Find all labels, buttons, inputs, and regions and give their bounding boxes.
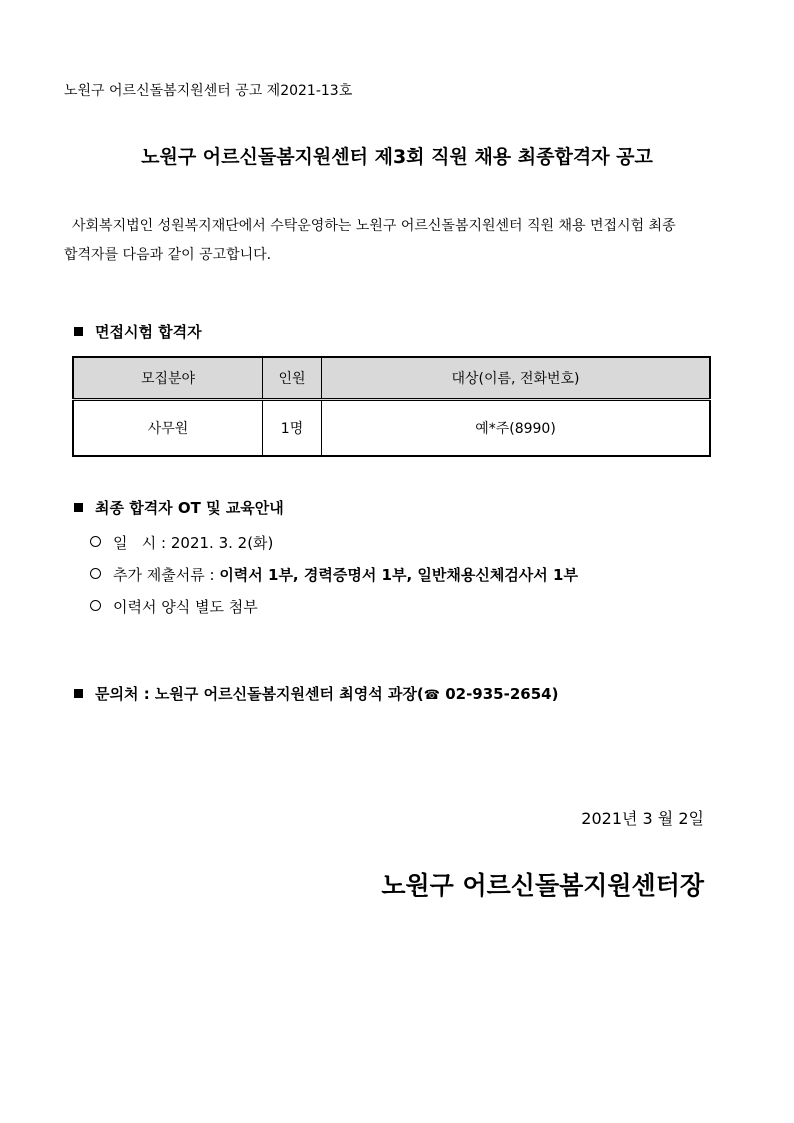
circle-bullet-icon — [90, 568, 101, 579]
intro-paragraph — [64, 212, 714, 270]
item-value: 이력서 1부, 경력증명서 1부, 일반채용신체검사서 1부 — [219, 566, 578, 584]
square-bullet-icon — [74, 689, 83, 698]
table-row — [73, 400, 710, 457]
circle-bullet-icon — [90, 536, 101, 547]
square-bullet-icon — [74, 503, 83, 512]
list-item — [90, 559, 578, 591]
section-heading-interview — [74, 321, 202, 342]
announcement-date: 2021년 3 월 2일 — [581, 809, 704, 828]
document-number: 노원구 어르신돌봄지원센터 공고 제2021-13호 — [64, 83, 353, 99]
section-heading-label: 최종 합격자 OT 및 교육안내 — [95, 499, 284, 517]
contact-phone: 02-935-2654) — [439, 685, 559, 703]
table-cell-candidate: 예*주(8990) — [322, 400, 711, 457]
section-heading-label: 면접시험 합격자 — [95, 323, 202, 341]
column-header: 대상(이름, 전화번호) — [322, 357, 711, 400]
square-bullet-icon — [74, 327, 83, 336]
phone-icon: ☎ — [423, 688, 440, 703]
table-header-row — [73, 357, 710, 400]
circle-bullet-icon — [90, 600, 101, 611]
column-header: 모집분야 — [73, 357, 263, 400]
signature-title: 노원구 어르신돌봄지원센터장 — [381, 871, 704, 900]
item-label: 일 시 : — [113, 534, 171, 552]
table-cell-field: 사무원 — [73, 400, 263, 457]
item-label: 이력서 양식 별도 첨부 — [113, 598, 258, 616]
section-heading-ot — [74, 497, 284, 518]
ot-info-list — [90, 527, 578, 623]
list-item — [90, 591, 578, 623]
item-value: 2021. 3. 2(화) — [170, 534, 274, 552]
contact-label: 문의처 : 노원구 어르신돌봄지원센터 최영석 과장( — [95, 685, 424, 703]
intro-line-1: 사회복지법인 성원복지재단에서 수탁운영하는 노원구 어르신돌봄지원센터 직원 채용 면접시험 최종 — [72, 218, 676, 234]
intro-line-2: 합격자를 다음과 같이 공고합니다. — [64, 247, 272, 263]
column-header: 인원 — [263, 357, 322, 400]
result-table — [72, 356, 711, 457]
page-title: 노원구 어르신돌봄지원센터 제3회 직원 채용 최종합격자 공고 — [141, 146, 653, 168]
section-heading-contact — [74, 683, 558, 704]
table-cell-count: 1명 — [263, 400, 322, 457]
item-label: 추가 제출서류 : — [113, 566, 220, 584]
list-item — [90, 527, 578, 559]
